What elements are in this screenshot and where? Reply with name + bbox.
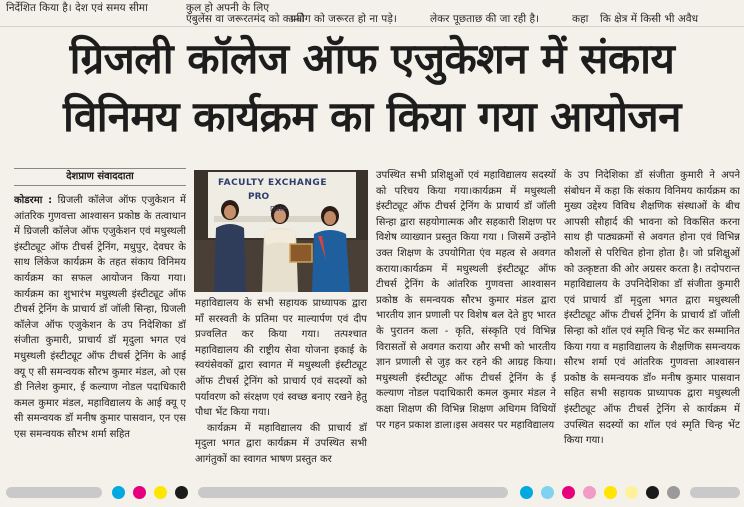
headline-line-2: विनिमय कार्यक्रम का किया गया आयोजन [63, 92, 681, 141]
banner-line-3: Date [270, 205, 287, 213]
registration-bar-segment [198, 487, 508, 498]
article-column-2 [195, 296, 367, 478]
registration-dot-magenta [133, 486, 146, 499]
registration-dot-cyan [520, 486, 533, 499]
article-column-1 [14, 193, 186, 478]
registration-dot-light-magenta [583, 486, 596, 499]
banner-line-2: PRO [248, 192, 270, 202]
registration-dot-yellow [604, 486, 617, 499]
registration-dot-yellow [154, 486, 167, 499]
column-1-text: ग्रिजली कॉलेज ऑफ एजुकेशन में आंतरिक गुणवत्ता आश्वासन प्रकोष्ठ के तत्वाधान में ग्रिजली कॉलेज ऑफ एजुकेशन एवं मधुस्थली इंस्टीट्यूट ऑफ टीचर्स ट्रेनिंग, मधुपुर, देवघर के साथ लिंकेज कार्यक्रम के तहत संकाय विनिमय कार्यक्रम का सफल आयोजन किया गया। कार्यक्रम का शुभारंभ मधुस्थली इंस्टीट्यूट ऑफ टीचर्स ट्रेनिंग के प्राचार्य डॉ जॉली सिन्हा, ग्रिजली कॉलेज ऑफ एजुकेशन के उप निदेशिका डॉ संजीता कुमारी, प्राचार्य डॉ मृदुला भगत एवं मधुस्थली इंस्टीट्यूट ऑफ टीचर्स ट्रेनिंग के आई क्यू ए सी समन्वयक सौरभ कुमार मंडल, ओ एस डी निलेश कुमार, ई कल्याण नोडल पदाधिकारी कमल कुमार मंडल, महाविद्यालय के आई क्यू ए सी समन्वयक डॉ मनीष कुमार पासवान, एन एस एस समन्वयक सौरभ शर्मा सहित [14, 195, 186, 440]
strip-text: कहा [572, 13, 589, 25]
strip-text: प्रयोग को जरूरत हो ना पड़े। [290, 13, 397, 25]
strip-text: कुल हो अपनी के लिए [186, 2, 270, 14]
dateline: कोडरमा : [14, 195, 53, 206]
article-column-4 [564, 168, 740, 478]
registration-dot-black [175, 486, 188, 499]
column-2-para-1: महाविद्यालय के सभी सहायक प्राध्यापक द्वारा माँ सरस्वती के प्रतिमा पर माल्यार्पण एवं दीप प्रज्वलित कर किया गया। तत्पश्चात महाविद्यालय की राष्ट्रीय सेवा योजना इकाई के स्वयंसेवकों द्वारा स्वागत में मधुस्थली इंस्टीट्यूट ऑफ टीचर्स ट्रेनिंग को प्राचार्य एवं सदस्यों को पर्यावरण को संरक्षण एवं स्वच्छ बनाए रखने हेतु पौधा भेंट किया गया। [195, 298, 367, 419]
registration-bar-segment [690, 487, 740, 498]
strip-text: लेकर पूछताछ की जा रही है। [430, 13, 539, 25]
print-registration-bar [0, 480, 744, 507]
previous-article-strip [0, 0, 744, 27]
banner-line-1: FACULTY EXCHANGE [218, 178, 327, 188]
registration-dot-black [646, 486, 659, 499]
strip-text: एंबुलेंस वा जरूरतमंद को काफी [186, 13, 305, 25]
column-4-text: के उप निदेशिका डॉ संजीता कुमारी ने अपने संबोधन में कहा कि संकाय विनिमय कार्यक्रम का मुख्य उद्देश्य विविध शैक्षणिक संस्थाओं के बीच आपसी सौहार्द की भावना को विकसित करना साथ ही पाठ्यक्रमों से अवगत होना एवं विभिन्न कौशलों से परिचित होना होता है। जो प्रशिक्षुओं को उत्कृष्टता की ओर अग्रसर करता है। तदोपरान्त महाविद्यालय के उपनिदेशिका डॉ संजीता कुमारी एवं प्राचार्य डॉ मृदुला भगत द्वारा मधुस्थली इंस्टीट्यूट ऑफ टीचर्स ट्रेनिंग के प्राचार्य डॉ जॉली सिन्हा को शॉल एवं स्मृति चिन्ह भेंट कर सम्मानित किया गया व महाविद्यालय के शैक्षणिक समन्वयक सौरभ शर्मा एवं आंतरिक गुणवत्ता आश्वासन प्रकोष्ठ के समन्वयक डॉ० मनीष कुमार पासवान सहित सभी सहायक प्राध्यापक द्वारा मधुस्थली इंस्टीट्यूट ऑफ टीचर्स ट्रेनिंग से कार्यक्रम में उपस्थित सदस्यों का शॉल एवं स्मृति चिन्ह भेंट किया गया। [564, 170, 740, 447]
registration-dot-light-cyan [541, 486, 554, 499]
column-2-para-2: कार्यक्रम में महाविद्यालय की प्राचार्य डॉ मृदुला भगत द्वारा कार्यक्रम में उपस्थित सभी आगंतुकों का स्वागत भाषण प्रस्तुत कर [195, 422, 367, 465]
registration-bar-segment [6, 487, 102, 498]
event-photo [194, 170, 368, 292]
registration-dot-grey [667, 486, 680, 499]
registration-dot-magenta [562, 486, 575, 499]
article-headline [0, 30, 744, 146]
photo-banner [208, 172, 356, 236]
column-3-text: उपस्थित सभी प्रशिक्षुओं एवं महाविद्यालय सदस्यों को परिचय किया गया।कार्यक्रम में मधुस्थली इंस्टीट्यूट ऑफ टीचर्स ट्रेनिंग के प्राचार्य डॉ जॉली सिन्हा द्वारा सहयोगात्मक और सहकारी शिक्षण पर विशेष व्याख्यान प्रस्तुत किया गया । जिसमें उन्होंने उक्त शिक्षण के उपयोगिता एंव महत्व से अवगत कराया।कार्यक्रम में मधुस्थली इंस्टीट्यूट ऑफ टीचर्स ट्रेनिंग के आंतरिक गुणवत्ता आश्वासन प्रकोष्ठ के समन्वयक सौरभ कुमार मंडल द्वारा भारतीय ज्ञान प्रणाली पर विशेष बल देते हुए भारत के पुरातन कला - कृति, संस्कृति एवं विभिन्न विरासतों से अवगत कराया और सभी को भारतीय ज्ञान प्रणाली से जुड़ कर रहने की आग्रह किया।मधुस्थली इंस्टीट्यूट ऑफ टीचर्स ट्रेनिंग के ई कल्याण नोडल पदाधिकारी कमल कुमार मंडल ने कक्षा शिक्षण की विभिन्न शिक्षण अधिगम विधियों पर गहन प्रकाश डाला।इस अवसर पर महाविद्यालय [376, 170, 556, 431]
registration-dot-light-yellow [625, 486, 638, 499]
article-column-3 [376, 168, 556, 478]
strip-text: कि क्षेत्र में किसी भी अवैध [600, 13, 699, 25]
headline-line-1: ग्रिजली कॉलेज ऑफ एजुकेशन में संकाय [69, 34, 675, 83]
byline: देशप्राण संवाददाता [14, 168, 186, 186]
strip-text: निर्देशित किया है। देश एवं समय सीमा [6, 2, 148, 14]
registration-dot-cyan [112, 486, 125, 499]
